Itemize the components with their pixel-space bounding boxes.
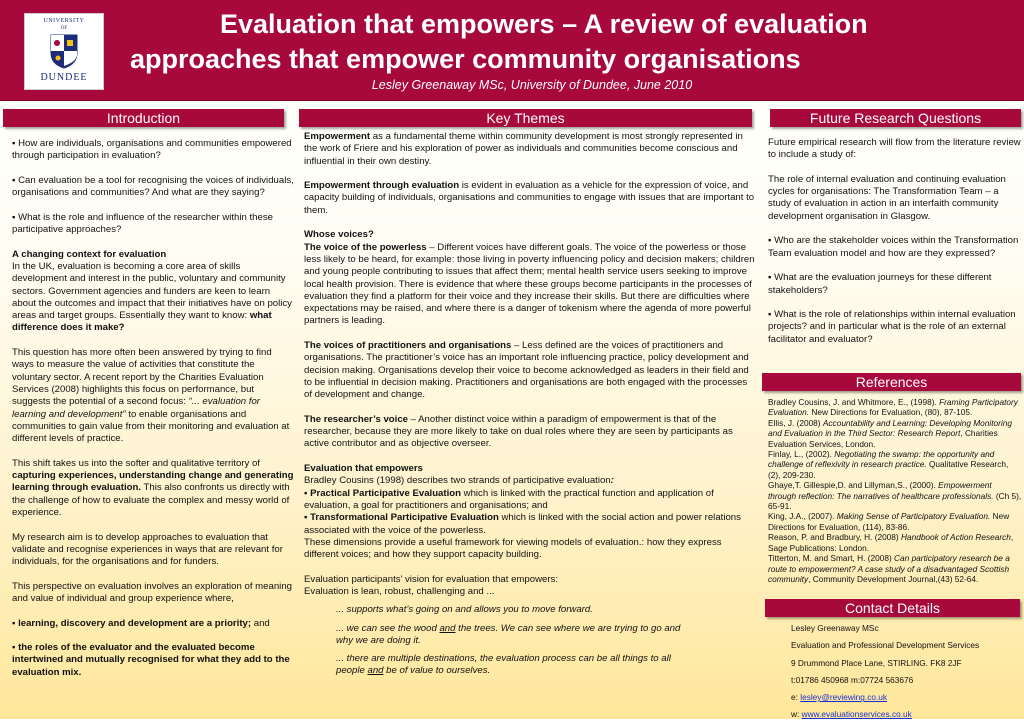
vision-1: Evaluation participants’ vision for evaluation that empowers: <box>304 573 559 585</box>
quote-b <box>336 623 696 648</box>
qc2: be of value to ourselves. <box>383 665 491 677</box>
email-label: e: <box>791 692 801 703</box>
context-heading: A changing context for evaluation <box>12 248 167 260</box>
contact-details <box>791 623 1021 727</box>
whose-voices: Whose voices? <box>304 229 374 241</box>
powerless-text: – Different voices have different goals. The voice of the powerless or those less likely to be heard, for example: those living in poverty influencing policy and decision makers; children and young people contributing to issues that affect them; mental health service users seeking to improve local health provision. There is evidence that where these groups become participants in the processes of evaluation they find a platform for their voice and they increase their skills. But there are difficulties where expectations may be raised, and where there is a danger of tokenism where the agenda of more powerful partners is leading. <box>304 241 755 327</box>
logo-university-text: UNIVERSITY <box>43 18 85 24</box>
intro-paragraph-5: This perspective on evaluation involves an exploration of meaning and value of individual and group experience where, <box>12 580 292 604</box>
themes-powerless <box>304 229 756 327</box>
p3-text-end: This also confronts us directly with the challenge of how to evaluate the complex and messy world of experience. <box>12 482 290 518</box>
references-list <box>768 397 1022 584</box>
intro-question-3: ▪ What is the role and influence of the researcher within these participative approaches? <box>12 211 273 236</box>
themes-evaluation-empowers <box>304 463 756 561</box>
future-research-heading: Future Research Questions <box>770 109 1021 127</box>
intro-paragraph-3 <box>12 458 295 519</box>
intro-paragraph-4: My research aim is to develop approaches to evaluation that validate and recognise experiences in ways that are relevant for individuals, for the organisations and for funders. <box>12 531 283 568</box>
future-question-1: ▪ Who are the stakeholder voices within the Transformation Team evaluation model and how are they expressed? <box>768 235 1019 259</box>
b1-text: and <box>251 617 270 629</box>
future-question-2: ▪ What are the evaluation journeys for these different stakeholders? <box>768 272 992 296</box>
emp-eval-text: is evident in evaluation as a vehicle for the expression of voice, and capacity building of individuals, organisations and communities to engage with issues that are important to them. <box>304 180 755 216</box>
ppe-text: which is linked with the practical function and application of evaluation, a goal for practitioners and organisations; and <box>304 487 714 511</box>
emp-text: as a fundamental theme within community development is most strongly represented in the work of Friere and his exploration of power as individuals and communities become conscious and influential in their own destiny. <box>304 131 743 167</box>
title-banner <box>0 0 1024 101</box>
references-heading: References <box>762 373 1021 391</box>
qc-and: and <box>367 665 384 677</box>
title-line-2: approaches that empower community organisations <box>130 44 801 74</box>
reference-item: Reason, P. and Bradbury, H. (2008) Handbook of Action Research, Sage Publications: London. <box>768 532 1014 553</box>
future-research-column <box>768 137 1022 346</box>
intro-question-1: ▪ How are individuals, organisations and communities empowered through participation in evaluation? <box>12 138 292 162</box>
context-text: In the UK, evaluation is becoming a core area of skills development and interest in the public, voluntary and community sectors. Government agencies and funders are keen to learn about the outcomes and impact that their initiatives have on policy areas and target groups. Essentially they want to know: <box>12 260 292 322</box>
qc1: ... there are multiple destinations, the evaluation process can be all things to all people <box>336 653 671 677</box>
themes-empowerment <box>304 131 756 168</box>
researcher-bold: The researcher’s voice <box>304 413 408 425</box>
future-paragraph: The role of internal evaluation and continuing evaluation cycles for organisations: The Transformation Team – a study of evaluation in action in an interfaith community development organisation in Glasgow. <box>768 173 1006 222</box>
contact-heading: Contact Details <box>765 599 1020 617</box>
logo-of-text: OF <box>60 26 68 31</box>
reference-item: King, J.A., (2007). Making Sense of Participatory Evaluation. New Directions for Evaluation, (114), 83-86. <box>768 511 1010 532</box>
intro-question-2: ▪ Can evaluation be a tool for recognising the voices of individuals, organisations and communities? And what are they saying? <box>12 174 294 199</box>
vision-2: Evaluation is lean, robust, challenging and ... <box>304 585 495 597</box>
key-themes-column <box>304 131 756 690</box>
contact-web-row <box>791 709 1021 719</box>
contact-email-row <box>791 692 1021 702</box>
p3-text: This shift takes us into the softer and qualitative territory of <box>12 457 260 469</box>
quote-c <box>336 653 696 678</box>
contact-phone: t:01786 450968 m:07724 563676 <box>791 674 914 685</box>
poster-subtitle: Lesley Greenaway MSc, University of Dundee, June 2010 <box>371 78 693 92</box>
b2-bold: ▪ the roles of the evaluator and the evaluated become intertwined and mutually recognised for what they add to the evaluation mix. <box>12 642 290 678</box>
practitioners-text: – Less defined are the voices of practitioners and organisations. The practitioner’s voice has an important role influencing practice, policy development and decision making. Organisations develop their voice to become acknowledged as leaders in their field and to be influential in decision making. Practitioners and organisations are both engaged with the processes of development and change. <box>304 340 749 401</box>
intro-bullet-2 <box>12 642 295 679</box>
cousins-text: Bradley Cousins (1998) describes two strands of participative evaluation <box>304 475 611 487</box>
powerless-bold: The voice of the powerless <box>304 241 427 253</box>
reference-item: Bradley Cousins, J. and Whitmore, E., (1998). Framing Participatory Evaluation. New Directions for Evaluation, (80), 87-105. <box>768 397 1018 418</box>
qb-and: and <box>439 622 456 634</box>
introduction-column <box>12 138 295 679</box>
themes-practitioners <box>304 340 756 401</box>
intro-paragraph-2 <box>12 347 295 445</box>
introduction-heading: Introduction <box>3 109 284 127</box>
ppe-bold: ▪ Practical Participative Evaluation <box>304 487 461 499</box>
cousins-colon: : <box>610 475 614 487</box>
reference-item: Ellis, J. (2008) Accountability and Learning: Developing Monitoring and Evaluation in the Third Sector: Research Report, Charities Evaluation Services, London. <box>768 417 1012 449</box>
eval-empowers: Evaluation that empowers <box>304 463 423 475</box>
emp-eval-bold: Empowerment through evaluation <box>304 180 460 192</box>
intro-context <box>12 249 295 335</box>
website-link[interactable]: www.evaluationservices.co.uk <box>801 709 912 720</box>
emp-bold: Empowerment <box>304 131 371 142</box>
qb2: the trees. We can see where we are trying to go and why we are doing it. <box>336 622 681 646</box>
b1-bold: ▪ learning, discovery and development are a priority; <box>12 617 252 629</box>
key-themes-heading: Key Themes <box>299 109 752 127</box>
dims-text: These dimensions provide a useful framework for viewing models of evaluation.: how they express different voices; and how they support capacity building. <box>304 536 722 561</box>
email-link[interactable]: lesley@reviewing.co.uk <box>800 692 888 703</box>
reference-item: Titterton, M. and Smart, H. (2008) Can participatory research be a route to empowerment? A case study of a disadvantaged Scottish community, Community Development Journal,(43) 52-64. <box>768 553 1010 584</box>
tpe-bold: ▪ Transformational Participative Evaluation <box>304 512 499 524</box>
crest-icon <box>49 33 79 69</box>
intro-bullet-1 <box>12 618 295 630</box>
future-question-3: ▪ What is the role of relationships within internal evaluation projects? and in particular what is the role of an external facilitator and evaluator? <box>768 309 1016 345</box>
logo-dundee-text: DUNDEE <box>40 72 88 83</box>
researcher-text: – Another distinct voice within a paradigm of empowerment is that of the researcher, because they are more likely to take on dual roles where they are seen by participants as active contributor and as objective overseer. <box>304 413 733 450</box>
poster-title <box>110 7 1010 77</box>
p3-bold: capturing experiences, understanding change and generating learning through evaluation. <box>12 470 294 494</box>
practitioners-bold: The voices of practitioners and organisations <box>304 340 512 352</box>
p2-text-end: to enable organisations and communities to gain value from their monitoring and evaluation at different levels of practice. <box>12 408 290 445</box>
reference-item: Ghaye,T. Gillespie,D. and Lillyman,S., (2000). Empowerment through reflection: The narratives of healthcare professionals. (Ch 5), 65-91. <box>768 480 1022 512</box>
qb1: ... we can see the wood <box>336 622 440 634</box>
tpe-text: which is linked with the social action and power relations associated with the voice of the powerless. <box>304 512 741 536</box>
future-intro: Future empirical research will flow from the literature review to include a study of: <box>768 137 1021 161</box>
reference-item: Finlay, L., (2002). Negotiating the swamp: the opportunity and challenge of reflexivity in research practice. Qualitative Research, (2), 209-230. <box>768 449 1009 480</box>
contact-organisation: Evaluation and Professional Development Services <box>791 640 980 651</box>
web-label: w: <box>791 709 802 720</box>
themes-empowerment-eval <box>304 180 756 217</box>
contact-address: 9 Drummond Place Lane, STIRLING. FK8 2JF <box>791 657 962 668</box>
context-bold: what difference does it make? <box>12 310 272 334</box>
p2-italic: “... evaluation for learning and development” <box>12 396 261 420</box>
themes-vision <box>304 574 756 599</box>
quote-a: ... supports what’s going on and allows you to move forward. <box>336 604 593 616</box>
contact-name: Lesley Greenaway MSc <box>791 623 879 633</box>
p2-text: This question has more often been answered by trying to find ways to measure the value of activities that constitute the voluntary sector. A recent report by the Charities Evaluation Services (2008) highlights this focus on performance, but suggests the potential of a second focus: <box>12 347 272 408</box>
title-line-1: Evaluation that empowers – A review of evaluation <box>220 9 868 39</box>
themes-researcher <box>304 414 756 451</box>
